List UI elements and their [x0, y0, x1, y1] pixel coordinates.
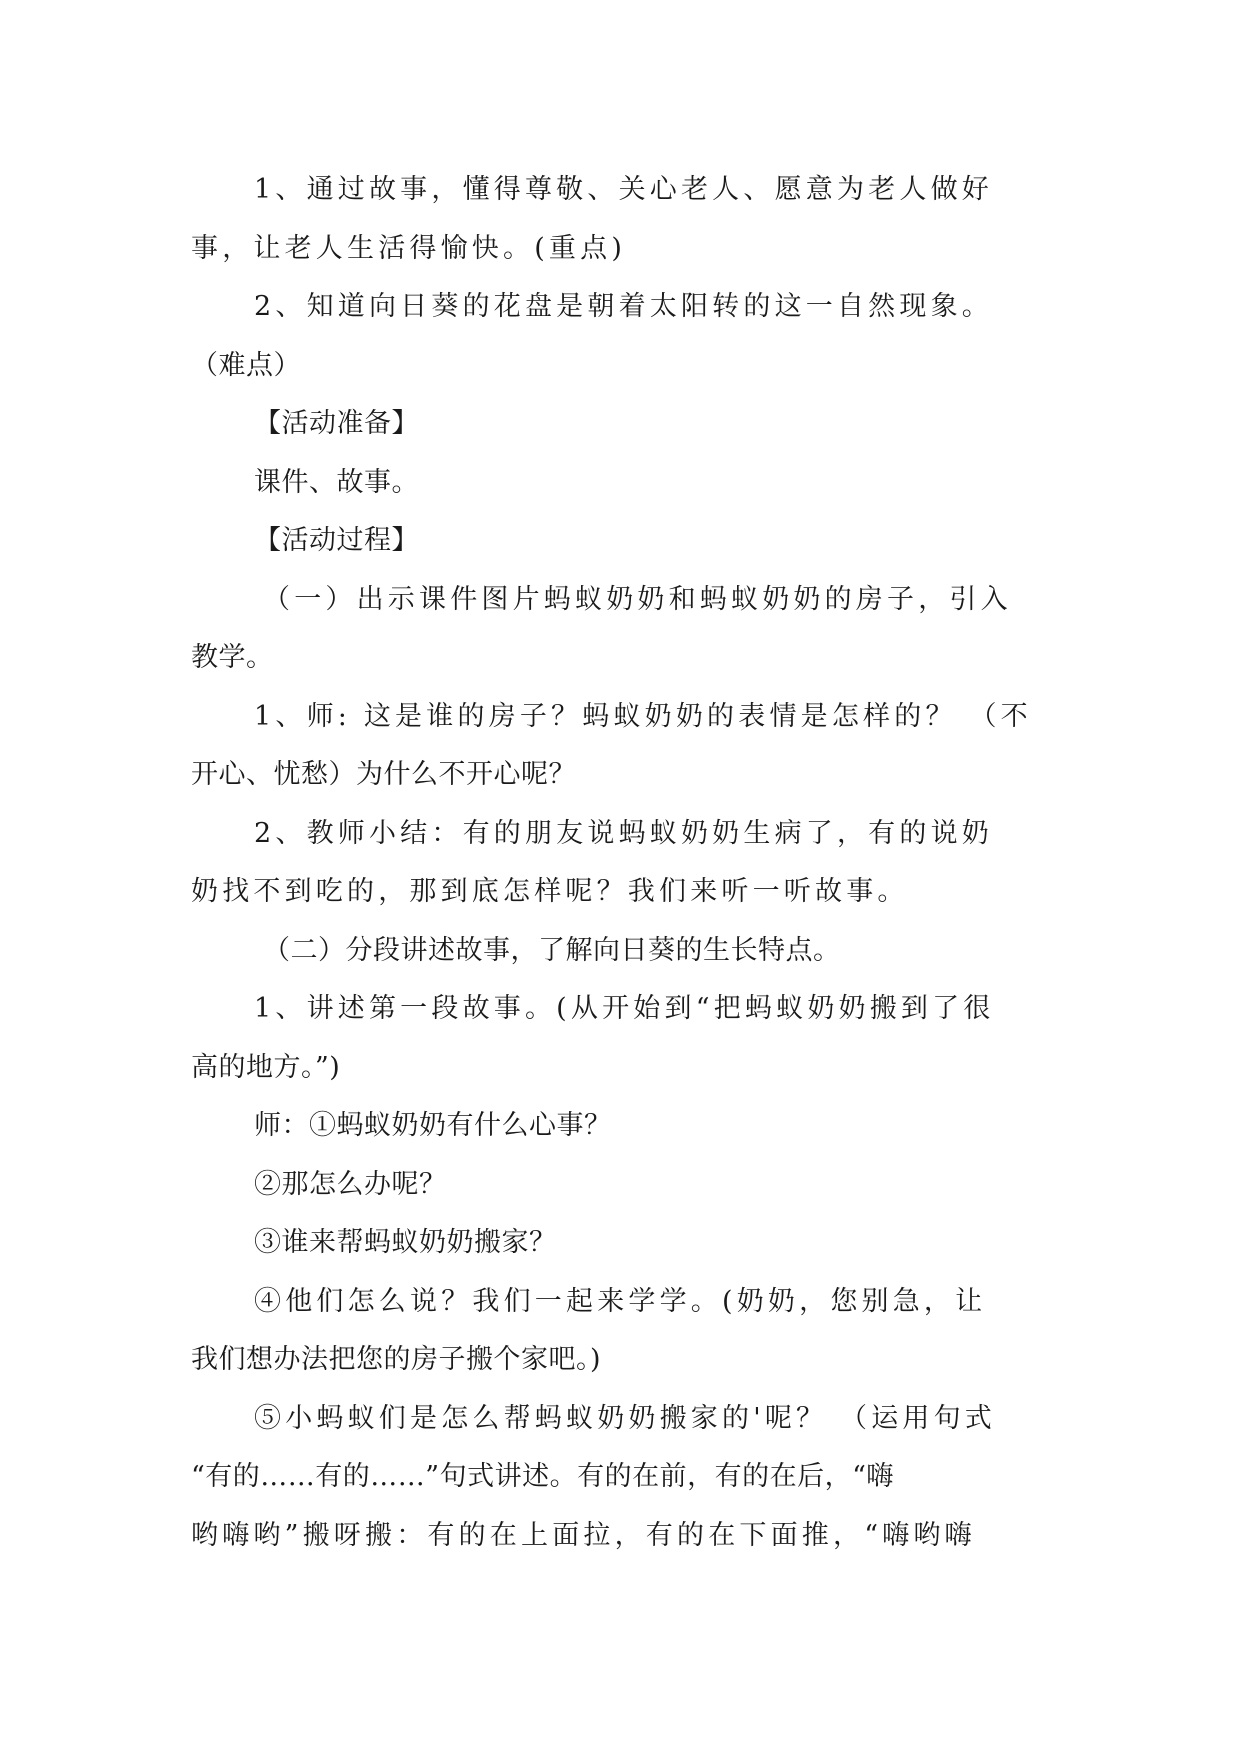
paragraph-line: 我们想办法把您的房子搬个家吧。): [191, 1344, 602, 1375]
paragraph-line: 教学。: [191, 642, 274, 673]
paragraph-line: 开心、忧愁）为什么不开心呢？: [191, 759, 576, 790]
paragraph-line: 事，让老人生活得愉快。(重点): [191, 232, 627, 264]
section-heading: 【活动过程】: [254, 525, 419, 556]
paragraph-line: 2、教师小结：有的朋友说蚂蚁奶奶生病了，有的说奶: [254, 817, 993, 849]
paragraph-line: 高的地方。”): [191, 1051, 341, 1083]
paragraph-line: （二）分段讲述故事，了解向日葵的生长特点。: [263, 934, 841, 966]
paragraph-line: 奶找不到吃的，那到底怎样呢？我们来听一听故事。: [191, 876, 909, 907]
paragraph-line: 1、讲述第一段故事。(从开始到“把蚂蚁奶奶搬到了很: [254, 993, 995, 1024]
paragraph-line: 师：①蚂蚁奶奶有什么心事？: [254, 1110, 612, 1141]
paragraph-line: 哟嗨哟”搬呀搬：有的在上面拉，有的在下面推，“嗨哟嗨: [191, 1519, 976, 1551]
paragraph-line: 课件、故事。: [254, 466, 419, 498]
paragraph-line: 1、通过故事，懂得尊敬、关心老人、愿意为老人做好: [254, 174, 993, 205]
document-body: [191, 161, 1059, 1565]
paragraph-line: 2、知道向日葵的花盘是朝着太阳转的这一自然现象。: [254, 291, 993, 322]
paragraph-line: （难点）: [191, 349, 301, 381]
paragraph-line: ③谁来帮蚂蚁奶奶搬家？: [254, 1227, 557, 1258]
section-heading: 【活动准备】: [254, 408, 419, 439]
paragraph-line: （一）出示课件图片蚂蚁奶奶和蚂蚁奶奶的房子，引入: [263, 583, 1012, 615]
paragraph-line: 1、师: 这是谁的房子？蚂蚁奶奶的表情是怎样的？ （不: [254, 700, 1032, 732]
paragraph-line: “有的……有的……”句式讲述。有的在前，有的在后，“嗨: [191, 1461, 894, 1492]
paragraph-line: ④他们怎么说？我们一起来学学。(奶奶，您别急，让: [254, 1285, 987, 1317]
paragraph-line: ②那怎么办呢？: [254, 1168, 447, 1200]
paragraph-line: ⑤小蚂蚁们是怎么帮蚂蚁奶奶搬家的'呢？ （运用句式: [254, 1402, 997, 1434]
